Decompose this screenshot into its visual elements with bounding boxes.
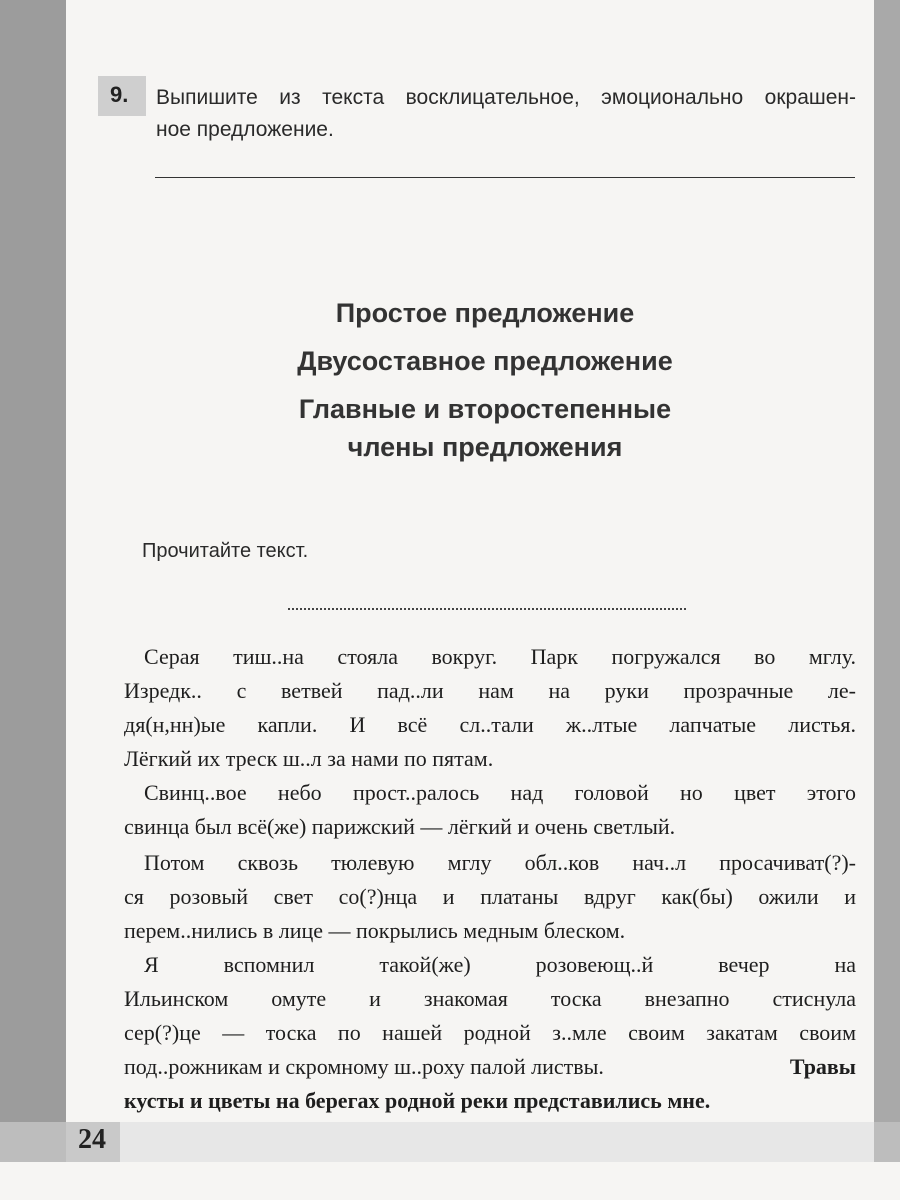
text-line-bold: кусты и цветы на берегах родной реки представились мне.: [124, 1088, 711, 1113]
section-title: Двусоставное предложение: [297, 346, 673, 376]
footer-bar: [0, 1122, 900, 1162]
page-number: 24: [78, 1124, 106, 1155]
task-text-line: ное предложение.: [156, 118, 334, 141]
text-line: дя(н,нн)ые капли. И всё сл..тали ж..лтые лапчатые листья.: [124, 712, 856, 737]
text-line: [124, 1050, 856, 1084]
task-number: 9.: [110, 82, 129, 107]
text-line: свинца был всё(же) парижский — лёгкий и очень светлый.: [124, 814, 676, 839]
reading-text: [124, 640, 856, 1118]
section-title: члены предложения: [347, 432, 623, 462]
page-bottom: [0, 1162, 900, 1200]
task-text: [156, 82, 856, 146]
dotted-line: [288, 608, 686, 610]
text-line: Свинц..вое небо прост..ралось над головой но цвет этого: [144, 780, 856, 805]
text-line: Изредк.. с ветвей пад..ли нам на руки прозрачные ле-: [124, 678, 856, 703]
text-line: сер(?)це — тоска по нашей родной з..мле своим закатам своим: [124, 1020, 856, 1045]
text-line: перем..нились в лице — покрылись медным блеском.: [124, 918, 626, 943]
section-title: Простое предложение: [335, 298, 635, 328]
text-fragment: под..рожникам и скромному ш..роху палой листвы.: [124, 1054, 604, 1079]
text-line: Лёгкий их треск ш..л за нами по пятам.: [124, 746, 494, 771]
text-line: Потом сквозь тюлевую мглу обл..ков нач..л просачиват(?)-: [144, 850, 856, 875]
section-title: Главные и второстепенные: [298, 394, 672, 424]
text-line: Я вспомнил такой(же) розовеющ..й вечер на: [144, 952, 856, 977]
text-line: Серая тиш..на стояла вокруг. Парк погружался во мглу.: [144, 644, 856, 669]
text-fragment-bold: Травы: [789, 1054, 856, 1079]
page-edge: [874, 0, 900, 1200]
instruction: Прочитайте текст.: [142, 540, 309, 562]
task-text-line: Выпишите из текста восклицательное, эмоционально окрашен-: [156, 86, 856, 109]
answer-line[interactable]: [155, 177, 855, 178]
text-line: ся розовый свет со(?)нца и платаны вдруг как(бы) ожили и: [124, 884, 856, 909]
text-line: Ильинском омуте и знакомая тоска внезапно стиснула: [124, 986, 856, 1011]
